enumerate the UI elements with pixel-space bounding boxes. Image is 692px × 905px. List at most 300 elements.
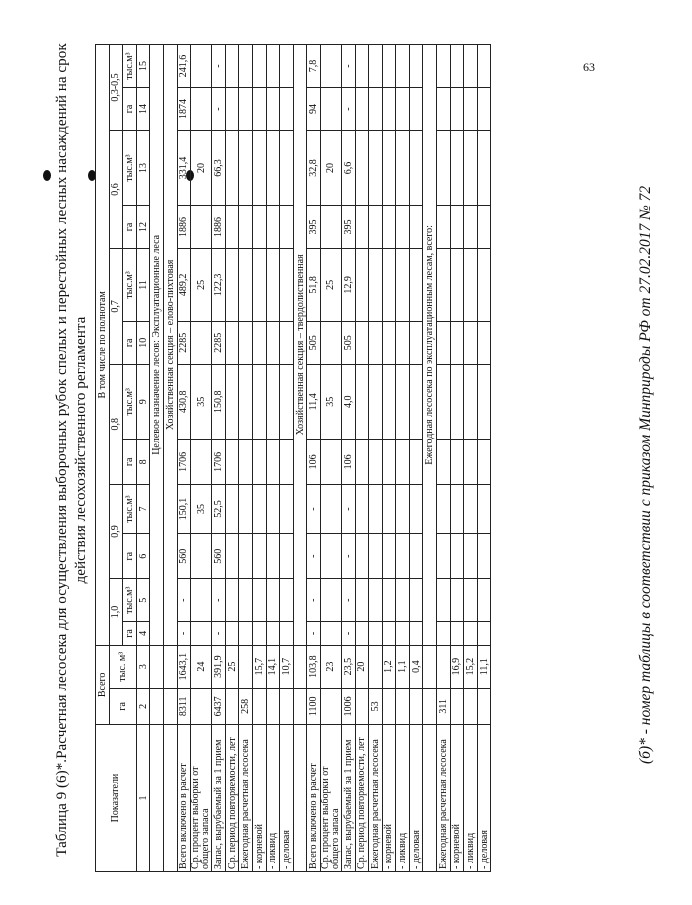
col-number-cell: 3 [136,645,150,688]
row-label-line1: Ср. процент выборки от [319,766,331,869]
row-label [191,725,212,872]
value-cell [477,248,491,321]
value-cell [464,622,478,646]
value-cell [409,206,423,249]
blank-cell [423,645,437,688]
row-label: - ликвид [396,725,410,872]
value-cell [280,484,294,533]
footnote: (б)* - номер таблицы в соответствии с приказом Минприроды РФ от 27.02.2017 № 72 [637,185,654,764]
value-cell: 1,2 [382,645,396,688]
table-row [239,45,253,872]
value-cell [450,248,464,321]
value-cell [464,88,478,131]
value-cell [280,688,294,724]
value-cell [225,622,239,646]
value-cell [225,206,239,249]
value-cell [266,364,280,439]
value-cell: 331,4 [177,130,191,205]
value-cell: 15,7 [252,645,266,688]
col-number-cell: 8 [136,439,150,484]
col-header-indicators: Показатели [96,725,137,872]
value-cell: 560 [212,534,226,579]
section-spruce-fir [163,45,177,872]
value-cell: 53 [369,688,383,724]
blank-cell [293,725,307,872]
value-cell [239,534,253,579]
value-cell [191,206,212,249]
col-header-fullness: 0,9 [109,484,123,578]
value-cell [464,534,478,579]
value-cell [450,439,464,484]
value-cell: 150,8 [212,364,226,439]
value-cell: 11,1 [477,645,491,688]
value-cell [382,88,396,131]
value-cell: 66,3 [212,130,226,205]
value-cell [396,130,410,205]
value-cell [369,206,383,249]
value-cell [355,534,369,579]
value-cell [477,88,491,131]
value-cell [266,88,280,131]
purpose-row [150,45,164,872]
value-cell [252,45,266,88]
value-cell [409,579,423,622]
value-cell [382,484,396,533]
value-cell [225,88,239,131]
col-header-total-ha: га [109,688,136,724]
row-label-line2: общего запаса [200,808,212,869]
value-cell [280,88,294,131]
col-number-cell: 6 [136,534,150,579]
col-number-cell: 7 [136,484,150,533]
value-cell [396,364,410,439]
value-cell [409,534,423,579]
value-cell [280,579,294,622]
value-cell [369,130,383,205]
value-cell: 106 [307,439,321,484]
value-cell [369,321,383,364]
value-cell [225,439,239,484]
table-row [225,45,239,872]
value-cell [437,439,451,484]
value-cell [280,364,294,439]
value-cell [437,45,451,88]
purpose-title: Целевое назначение лесов: Эксплуатационные леса [150,45,164,646]
table-row [382,45,396,872]
value-cell [225,534,239,579]
value-cell [437,321,451,364]
value-cell: 241,6 [177,45,191,88]
value-cell [239,321,253,364]
value-cell [266,484,280,533]
value-cell [280,439,294,484]
value-cell [355,364,369,439]
col-header-tm3: тыс.м³ [123,364,137,439]
col-number-cell: 11 [136,248,150,321]
col-header-by-fullness: В том числе по полнотам [96,45,110,646]
col-header-ha: га [123,88,137,131]
value-cell [450,130,464,205]
value-cell [437,88,451,131]
blank-cell [150,645,164,688]
value-cell [382,130,396,205]
value-cell [266,130,280,205]
value-cell: 11,4 [307,364,321,439]
value-cell [464,364,478,439]
value-cell [239,130,253,205]
table-row [396,45,410,872]
value-cell [396,88,410,131]
col-header-fullness: 0,8 [109,364,123,484]
value-cell [355,206,369,249]
value-cell [252,130,266,205]
value-cell: - [177,579,191,622]
value-cell [355,688,369,724]
col-number-cell: 13 [136,130,150,205]
value-cell: 0,4 [409,645,423,688]
col-header-tm3: тыс.м³ [123,484,137,533]
value-cell: 20 [191,130,212,205]
value-cell [320,321,341,364]
value-cell [450,364,464,439]
col-header-total-tm3: тыс. м³ [109,645,136,688]
value-cell [382,534,396,579]
value-cell [382,45,396,88]
value-cell: - [341,534,355,579]
value-cell [320,579,341,622]
value-cell: 106 [341,439,355,484]
table-row [409,45,423,872]
value-cell [239,439,253,484]
value-cell [477,534,491,579]
value-cell: 32,8 [307,130,321,205]
col-header-tm3: тыс.м³ [123,579,137,622]
value-cell: 489,2 [177,248,191,321]
value-cell [280,206,294,249]
value-cell [280,248,294,321]
value-cell [369,579,383,622]
col-header-ha: га [123,534,137,579]
value-cell: 1100 [307,688,321,724]
value-cell: - [212,622,226,646]
table-row [450,45,464,872]
section-hardwood-title: Хозяйственная секция – твердолиственная [293,45,307,646]
col-number-cell: 1 [136,725,150,872]
row-label: Всего включено в расчет [177,725,191,872]
row-label: Ср. период повторяемости, лет [355,725,369,872]
blank-cell [293,645,307,688]
table-row [307,45,321,872]
col-number-cell: 4 [136,622,150,646]
value-cell [280,130,294,205]
value-cell [437,484,451,533]
value-cell [369,45,383,88]
value-cell [464,206,478,249]
value-cell: 14,1 [266,645,280,688]
value-cell [320,484,341,533]
value-cell [355,439,369,484]
col-header-fullness: 0,6 [109,130,123,248]
value-cell: - [212,579,226,622]
value-cell: 7,8 [307,45,321,88]
value-cell [252,484,266,533]
value-cell [191,579,212,622]
value-cell [252,439,266,484]
value-cell [355,88,369,131]
value-cell [266,206,280,249]
value-cell [409,439,423,484]
value-cell [225,130,239,205]
value-cell [464,321,478,364]
value-cell [409,484,423,533]
value-cell [382,622,396,646]
value-cell: 122,3 [212,248,226,321]
value-cell: 150,1 [177,484,191,533]
value-cell [450,88,464,131]
value-cell [396,534,410,579]
value-cell: 1886 [177,206,191,249]
value-cell: 395 [341,206,355,249]
value-cell [409,248,423,321]
value-cell [396,45,410,88]
value-cell: 2285 [177,321,191,364]
table-row [177,45,191,872]
value-cell [396,248,410,321]
value-cell [252,579,266,622]
value-cell: - [212,45,226,88]
value-cell [409,622,423,646]
row-label: - корневой [252,725,266,872]
value-cell: - [307,579,321,622]
row-label: Запас, вырубаемый за 1 прием [212,725,226,872]
table-title-line1: Таблица 9 (6)*.Расчетная лесосека для осуществления выборочных рубок спелых и перестойных лесных насаждений на срок [53,43,70,857]
blank-cell [163,645,177,688]
value-cell [191,688,212,724]
value-cell [252,321,266,364]
value-cell [266,534,280,579]
value-cell [450,622,464,646]
value-cell [225,688,239,724]
value-cell: - [341,484,355,533]
value-cell [252,622,266,646]
value-cell [239,645,253,688]
value-cell [355,45,369,88]
value-cell: 391,9 [212,645,226,688]
value-cell [266,45,280,88]
row-label: - деловая [280,725,294,872]
blank-cell [423,725,437,872]
col-number-cell: 14 [136,88,150,131]
table-title-line2: действия лесохозяйственного регламента [72,316,89,584]
value-cell [382,364,396,439]
value-cell: 103,8 [307,645,321,688]
rotated-table-page [52,16,692,872]
value-cell [409,688,423,724]
value-cell [477,622,491,646]
col-number-cell: 5 [136,579,150,622]
value-cell [396,579,410,622]
value-cell: 258 [239,688,253,724]
value-cell [409,88,423,131]
value-cell: 2285 [212,321,226,364]
value-cell [437,622,451,646]
value-cell [369,439,383,484]
row-label: - деловая [409,725,423,872]
row-label: - ликвид [464,725,478,872]
row-label: - корневой [450,725,464,872]
value-cell [320,206,341,249]
value-cell [437,130,451,205]
row-label-line1: Ср. процент выборки от [190,766,202,869]
value-cell [437,579,451,622]
value-cell [239,579,253,622]
table-row [252,45,266,872]
value-cell [191,534,212,579]
row-label: Ежегодная расчетная лесосека [437,725,451,872]
value-cell: 560 [177,534,191,579]
value-cell [280,622,294,646]
value-cell [450,45,464,88]
col-number-cell: 12 [136,206,150,249]
value-cell: 6437 [212,688,226,724]
value-cell [409,364,423,439]
blank-cell [150,725,164,872]
value-cell [437,364,451,439]
value-cell [477,45,491,88]
value-cell [191,622,212,646]
col-header-tm3: тыс.м³ [123,248,137,321]
value-cell: 6,6 [341,130,355,205]
value-cell [382,321,396,364]
value-cell [477,321,491,364]
section-spruce-fir-title: Хозяйственная секция – елово-пихтовая [163,45,177,646]
value-cell: 35 [320,364,341,439]
value-cell [355,321,369,364]
value-cell [239,206,253,249]
value-cell [239,484,253,533]
value-cell: 1,1 [396,645,410,688]
value-cell [239,45,253,88]
value-cell [477,130,491,205]
row-label: Ежегодная расчетная лесосека [369,725,383,872]
value-cell [369,248,383,321]
row-label: - деловая [477,725,491,872]
value-cell [369,534,383,579]
table-row [341,45,355,872]
value-cell [382,206,396,249]
value-cell [320,534,341,579]
col-header-ha: га [123,622,137,646]
value-cell [396,688,410,724]
table-row [280,45,294,872]
value-cell [320,88,341,131]
col-header-ha: га [123,206,137,249]
value-cell [396,439,410,484]
value-cell [252,364,266,439]
value-cell: 1706 [212,439,226,484]
row-label: - корневой [382,725,396,872]
value-cell [450,688,464,724]
value-cell [409,321,423,364]
section-hardwood [293,45,307,872]
value-cell [266,688,280,724]
value-cell [450,206,464,249]
value-cell [266,622,280,646]
value-cell: 505 [341,321,355,364]
value-cell [369,484,383,533]
table-row [477,45,491,872]
value-cell [477,364,491,439]
value-cell [464,439,478,484]
value-cell [437,206,451,249]
value-cell [369,645,383,688]
col-header-ha: га [123,321,137,364]
row-label-line2: общего запаса [329,808,341,869]
value-cell [191,45,212,88]
value-cell: 12,9 [341,248,355,321]
col-header-total: Всего [96,645,110,724]
table-row [464,45,478,872]
value-cell: 25 [191,248,212,321]
table-row [266,45,280,872]
value-cell: - [307,484,321,533]
allowable-cut-table [95,44,491,872]
value-cell [437,534,451,579]
value-cell: 35 [191,364,212,439]
table-row [191,45,212,872]
table-row [369,45,383,872]
table-row [355,45,369,872]
value-cell [382,688,396,724]
value-cell [369,88,383,131]
value-cell: 52,5 [212,484,226,533]
value-cell [280,321,294,364]
value-cell [252,206,266,249]
value-cell [320,622,341,646]
value-cell: 1643,1 [177,645,191,688]
col-header-fullness: 0,3-0,5 [109,45,123,131]
value-cell [477,688,491,724]
value-cell: 35 [191,484,212,533]
value-cell [437,248,451,321]
value-cell [239,622,253,646]
value-cell [320,688,341,724]
value-cell [396,622,410,646]
value-cell [355,248,369,321]
value-cell [409,130,423,205]
value-cell: 20 [355,645,369,688]
row-label: Ср. период повторяемости, лет [225,725,239,872]
value-cell: 311 [437,688,451,724]
value-cell [252,88,266,131]
value-cell: 16,9 [450,645,464,688]
value-cell [225,579,239,622]
value-cell [252,534,266,579]
table-row [437,45,451,872]
value-cell: 10,7 [280,645,294,688]
value-cell [239,364,253,439]
section-summary-title: Ежегодная лесосека по эксплуатационным лесам, всего: [423,45,437,646]
value-cell [320,45,341,88]
table-body [150,45,491,872]
value-cell [464,248,478,321]
table-row [320,45,341,872]
value-cell [355,622,369,646]
value-cell [450,534,464,579]
value-cell [382,439,396,484]
value-cell [369,364,383,439]
value-cell [450,484,464,533]
